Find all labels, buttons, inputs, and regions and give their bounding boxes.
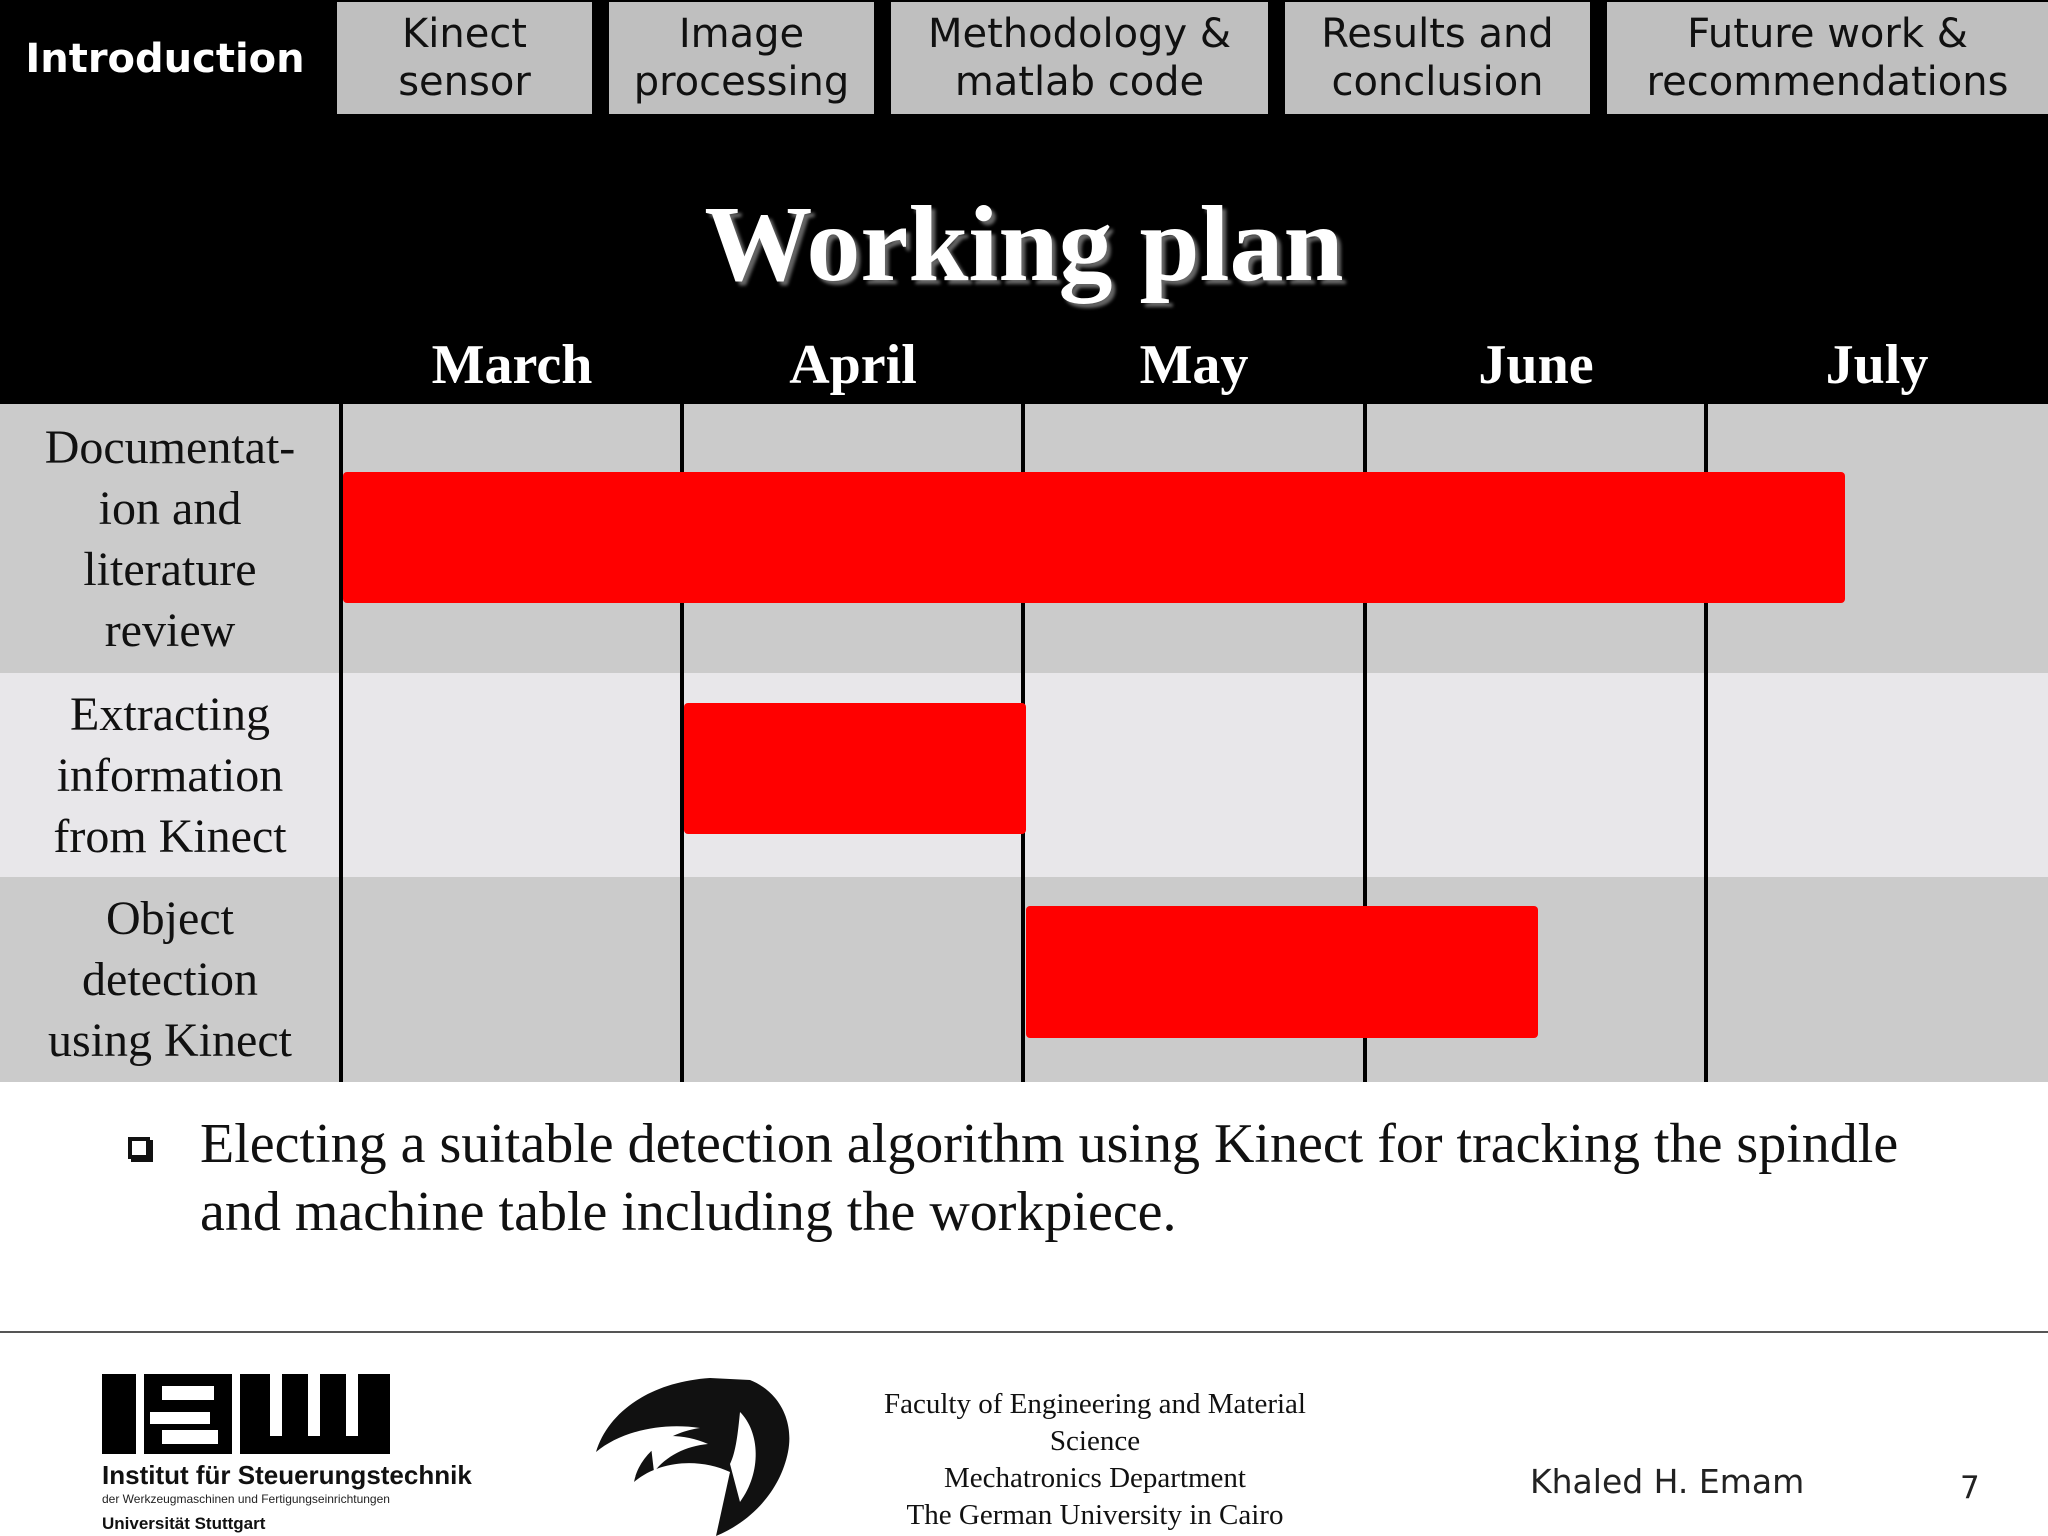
bullet-icon xyxy=(128,1137,150,1159)
author-name: Khaled H. Emam xyxy=(1530,1462,1805,1501)
tab-results[interactable]: Results and conclusion xyxy=(1285,2,1590,114)
tab-introduction[interactable]: Introduction xyxy=(25,36,305,82)
task-label-documentation: Documentat- ion and literature review xyxy=(44,420,296,657)
gantt-bar xyxy=(343,472,1845,603)
faculty-line: The German University in Cairo xyxy=(906,1499,1284,1531)
month-june: June xyxy=(1478,334,1594,396)
tab-image-processing[interactable]: Image processing xyxy=(609,2,874,114)
month-april: April xyxy=(789,334,917,396)
tab-methodology[interactable]: Methodology & matlab code xyxy=(891,2,1268,114)
month-july: July xyxy=(1825,334,1929,396)
tab-future-work[interactable]: Future work & recommendations xyxy=(1607,2,2048,114)
university-name: Universität Stuttgart xyxy=(102,1514,266,1533)
faculty-line: Mechatronics Department xyxy=(944,1462,1246,1494)
faculty-line: Faculty of Engineering and Material xyxy=(884,1388,1306,1420)
tab-kinect-sensor[interactable]: Kinect sensor xyxy=(337,2,592,114)
month-march: March xyxy=(431,334,593,396)
slide-title: Working plan xyxy=(704,185,1344,304)
guc-logo xyxy=(590,1372,800,1536)
task-label-object-detection: Object detection using Kinect xyxy=(48,892,292,1067)
gantt-bar xyxy=(1026,906,1538,1038)
page-number: 7 xyxy=(1960,1470,1980,1506)
institute-subtitle: der Werkzeugmaschinen und Fertigungseinrichtungen xyxy=(102,1492,390,1506)
task-label-extracting: Extracting information from Kinect xyxy=(53,687,287,863)
bullet-text: Electing a suitable detection algorithm using Kinect for tracking the spindle and machine table including the workpiece. xyxy=(200,1113,1899,1243)
institute-name: Institut für Steuerungstechnik xyxy=(102,1460,472,1490)
month-may: May xyxy=(1139,334,1249,396)
faculty-line: Science xyxy=(1049,1425,1141,1457)
faculty-info xyxy=(840,1386,1350,1534)
footer-divider xyxy=(0,1331,2048,1333)
gantt-bar xyxy=(684,703,1025,834)
isw-logo xyxy=(100,1372,460,1536)
